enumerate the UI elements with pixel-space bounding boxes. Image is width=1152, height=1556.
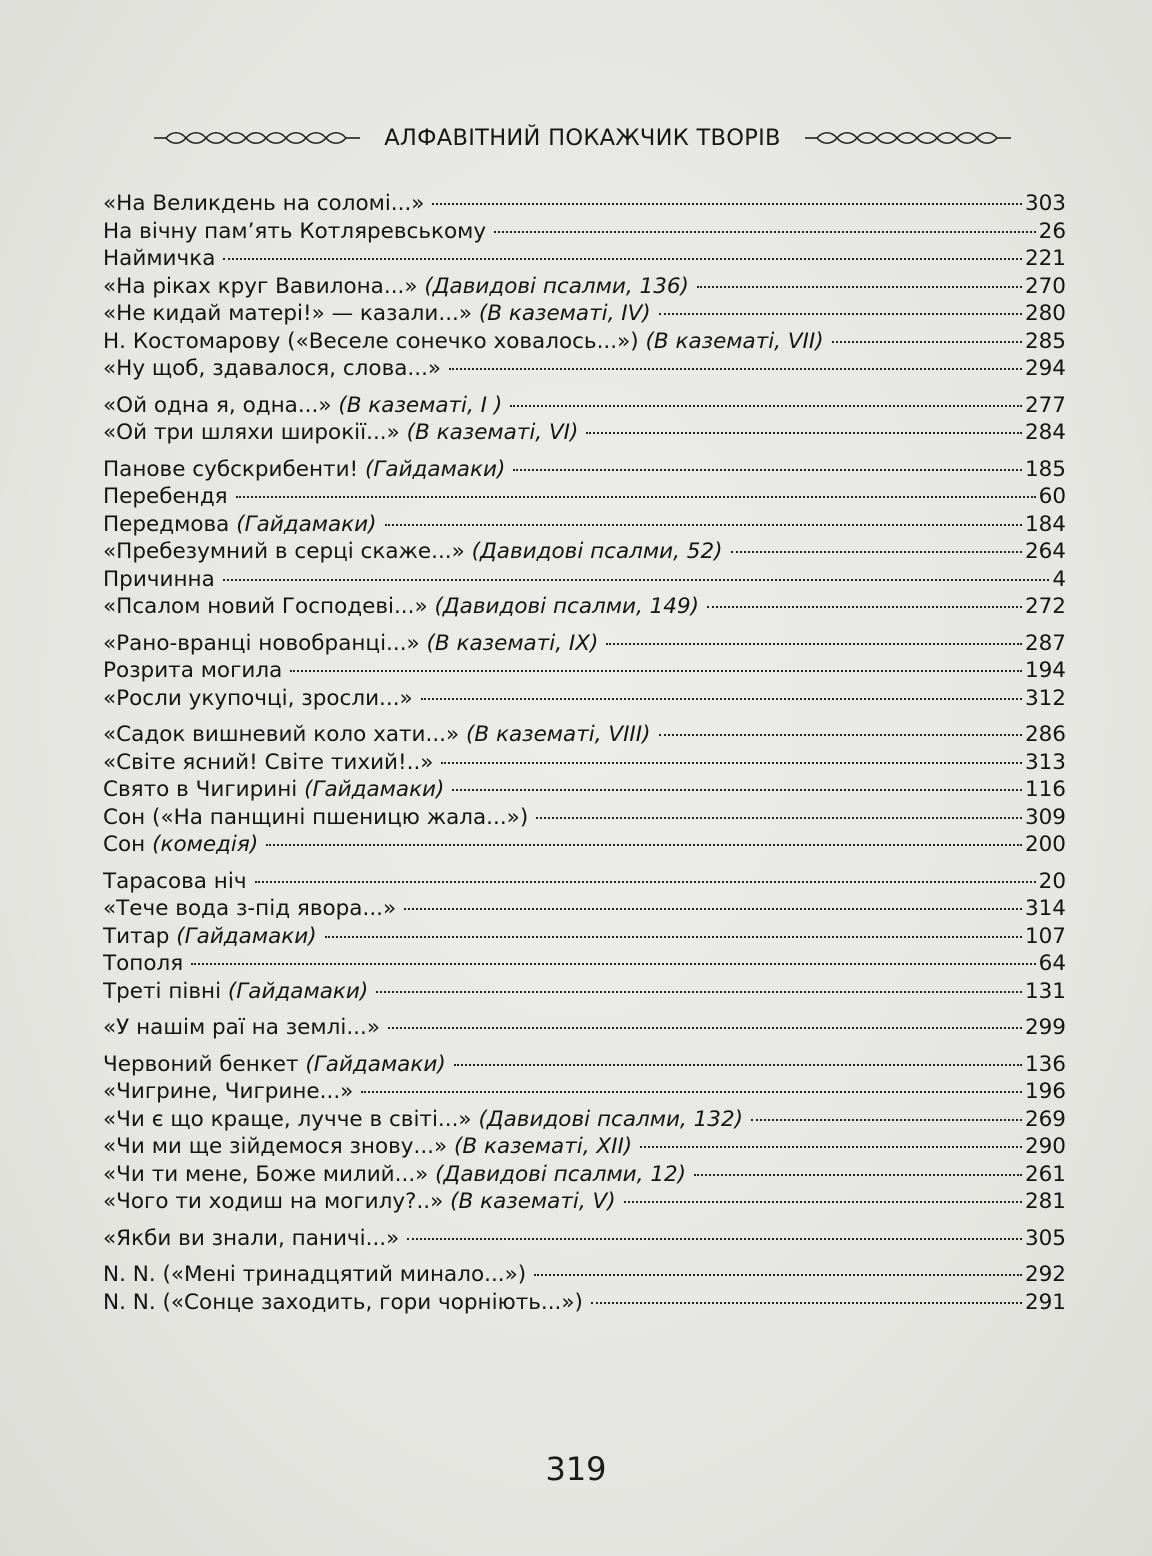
entry-title <box>103 831 258 859</box>
entry-page-number: 280 <box>1024 301 1066 326</box>
index-entry <box>103 190 1066 218</box>
index-entry <box>103 1188 1066 1216</box>
entry-page-number: 107 <box>1024 923 1066 949</box>
dot-leader <box>832 341 1022 343</box>
index-entry <box>103 328 1066 356</box>
entry-title <box>103 685 413 713</box>
index-entry <box>103 776 1066 804</box>
entry-title-text: «На ріках круг Вавилона...» <box>103 273 418 299</box>
entry-note: (Гайдамаки) <box>227 978 369 1004</box>
entry-note: (Давидові псалми, 149) <box>434 594 700 619</box>
entry-title <box>103 566 215 594</box>
entry-note: (В казематі, V) <box>450 1189 616 1214</box>
entry-page-number: 185 <box>1024 456 1066 482</box>
entry-note: (Гайдамаки) <box>305 1051 446 1077</box>
entry-note: (Давидові псалми, 12) <box>435 1161 687 1187</box>
entry-title <box>103 1289 583 1317</box>
entry-title <box>103 456 505 484</box>
entry-title-text: Н. Костомарову («Веселе сонечко ховалось...») <box>103 328 639 354</box>
entry-note: (В казематі, VII) <box>645 328 824 354</box>
index-entry <box>103 483 1066 511</box>
index-group <box>103 1261 1066 1316</box>
dot-leader <box>255 881 1036 883</box>
dot-leader <box>407 1238 1022 1240</box>
entry-note: (В казематі, І ) <box>338 392 503 418</box>
index-entry <box>103 749 1066 777</box>
index-entry <box>103 1289 1066 1317</box>
entry-title <box>103 328 824 356</box>
entry-page-number: 291 <box>1024 1289 1066 1315</box>
entry-page-number: 285 <box>1024 328 1066 354</box>
index-entry <box>103 218 1066 246</box>
index-entry <box>103 1014 1066 1042</box>
entry-page-number: 196 <box>1024 1079 1066 1104</box>
dot-leader <box>361 1091 1022 1093</box>
index-group <box>103 1051 1066 1216</box>
entry-title <box>103 300 651 328</box>
entry-title <box>103 245 215 273</box>
entry-title <box>103 804 528 832</box>
dot-leader <box>534 1274 1022 1276</box>
index-entry <box>103 685 1066 713</box>
entry-note: (Давидові псалми, 132) <box>478 1106 744 1132</box>
index-entry <box>103 804 1066 832</box>
entry-note: (В казематі, IX) <box>426 630 599 656</box>
index-entry <box>103 923 1066 951</box>
dot-leader <box>404 908 1022 910</box>
index-entry <box>103 355 1066 383</box>
dot-leader <box>191 963 1035 965</box>
entry-title-text: Сон <box>103 832 146 857</box>
left-ornament-icon <box>152 129 362 147</box>
entry-title-text: Свято в Чигирині <box>103 777 298 802</box>
entry-title-text: Тарасова ніч <box>103 868 247 894</box>
entry-page-number: 292 <box>1024 1262 1066 1287</box>
entry-title-text: «Ой одна я, одна...» <box>103 392 332 418</box>
entry-title-text: «Якби ви знали, паничі...» <box>103 1225 400 1251</box>
entry-page-number: 131 <box>1024 978 1066 1004</box>
index-group <box>103 190 1066 383</box>
entry-title <box>103 1051 446 1079</box>
dot-leader <box>494 231 1036 233</box>
index-entry <box>103 1051 1066 1079</box>
entry-note: (Гайдамаки) <box>365 456 506 482</box>
dot-leader <box>606 643 1022 645</box>
dot-leader <box>707 606 1022 608</box>
entry-title <box>103 776 444 804</box>
entry-page-number: 303 <box>1024 191 1066 216</box>
entry-page-number: 64 <box>1038 951 1066 976</box>
entry-title <box>103 1106 743 1134</box>
entry-title-text: «Садок вишневий коло хати...» <box>103 722 460 747</box>
entry-title-text: Сон («На панщині пшеницю жала...») <box>103 804 529 830</box>
page-number: 319 <box>545 1450 607 1488</box>
entry-title <box>103 218 486 246</box>
entry-note: (В казематі, VIII) <box>466 722 651 747</box>
entry-title-text: «Чи ти мене, Боже милий...» <box>103 1161 429 1187</box>
index-group <box>103 1225 1066 1253</box>
entry-note: (Гайдамаки) <box>236 511 377 537</box>
entry-page-number: 287 <box>1024 630 1066 656</box>
entry-note: (комедія) <box>152 832 259 857</box>
entry-title-text: На вічну пам’ять Котляревському <box>103 218 487 244</box>
dot-leader <box>376 991 1022 993</box>
dot-leader <box>432 203 1022 205</box>
entry-title-text: Передмова <box>103 511 230 537</box>
entry-title <box>103 1188 616 1216</box>
entry-title-text: «На Великдень на соломі...» <box>103 191 425 216</box>
index-group <box>103 1014 1066 1042</box>
entry-page-number: 136 <box>1024 1051 1066 1077</box>
entry-page-number: 277 <box>1024 392 1066 418</box>
entry-note: (В казематі, XII) <box>454 1134 633 1159</box>
entry-page-number: 60 <box>1038 484 1066 509</box>
entry-page-number: 299 <box>1024 1015 1066 1040</box>
entry-page-number: 272 <box>1024 594 1066 619</box>
entry-title-text: Причинна <box>103 566 215 592</box>
entry-title-text: «Чи є що краще, лучче в світі...» <box>103 1106 472 1132</box>
index-entry <box>103 895 1066 923</box>
index-entry <box>103 1133 1066 1161</box>
entry-page-number: 26 <box>1038 218 1066 244</box>
entry-title <box>103 273 689 301</box>
index-entry <box>103 657 1066 685</box>
entry-title-text: Перебендя <box>103 484 228 509</box>
entry-note: (В казематі, VI) <box>406 420 579 445</box>
page-header <box>100 118 1065 158</box>
entry-title-text: N. N. («Сонце заходить, гори чорніють...») <box>103 1289 583 1315</box>
dot-leader <box>421 698 1022 700</box>
entry-title-text: «Ну щоб, здавалося, слова...» <box>103 356 442 381</box>
index-entry <box>103 566 1066 594</box>
dot-leader <box>640 1146 1022 1148</box>
entry-title-text: Наймичка <box>103 246 216 271</box>
index-entry <box>103 1078 1066 1106</box>
entry-title <box>103 1133 632 1161</box>
dot-leader <box>591 1302 1022 1304</box>
entry-title <box>103 511 377 539</box>
works-index <box>103 190 1066 1325</box>
dot-leader <box>325 936 1022 938</box>
dot-leader <box>694 1174 1022 1176</box>
index-entry <box>103 419 1066 447</box>
index-entry <box>103 868 1066 896</box>
entry-page-number: 200 <box>1024 832 1066 857</box>
entry-page-number: 281 <box>1024 1189 1066 1214</box>
index-entry <box>103 978 1066 1006</box>
entry-title-text: «Чи ми ще зійдемося знову...» <box>103 1134 448 1159</box>
index-group <box>103 456 1066 621</box>
entry-title <box>103 538 723 566</box>
dot-leader <box>624 1201 1022 1203</box>
right-ornament-icon <box>803 129 1013 147</box>
entry-title <box>103 1161 686 1189</box>
entry-title <box>103 868 247 896</box>
entry-title-text: «Тече вода з-під явора...» <box>103 896 397 921</box>
entry-title <box>103 190 424 218</box>
index-group <box>103 630 1066 713</box>
entry-title <box>103 657 282 685</box>
entry-title <box>103 419 578 447</box>
entry-title-text: Треті півні <box>103 978 222 1004</box>
entry-title-text: Розрита могила <box>103 658 283 683</box>
entry-page-number: 269 <box>1024 1106 1066 1132</box>
index-entry <box>103 721 1066 749</box>
entry-title <box>103 1078 353 1106</box>
entry-title-text: «Росли укупочці, зросли...» <box>103 685 413 711</box>
entry-page-number: 261 <box>1024 1161 1066 1187</box>
dot-leader <box>388 1027 1022 1029</box>
entry-title <box>103 1261 526 1289</box>
entry-page-number: 116 <box>1024 777 1066 802</box>
entry-title-text: Тополя <box>103 951 184 976</box>
entry-page-number: 314 <box>1024 896 1066 921</box>
index-group <box>103 392 1066 447</box>
entry-title <box>103 593 699 621</box>
entry-page-number: 184 <box>1024 511 1066 537</box>
dot-leader <box>586 432 1022 434</box>
index-entry <box>103 392 1066 420</box>
index-entry <box>103 456 1066 484</box>
entry-title-text: «Світе ясний! Світе тихий!..» <box>103 749 434 775</box>
dot-leader <box>223 258 1022 260</box>
index-entry <box>103 593 1066 621</box>
index-entry <box>103 245 1066 273</box>
index-entry <box>103 273 1066 301</box>
entry-title <box>103 923 317 951</box>
entry-title <box>103 1014 380 1042</box>
index-entry <box>103 1225 1066 1253</box>
dot-leader <box>659 734 1022 736</box>
entry-title <box>103 1225 399 1253</box>
entry-page-number: 221 <box>1024 246 1066 271</box>
entry-page-number: 312 <box>1024 685 1066 711</box>
entry-page-number: 313 <box>1024 749 1066 775</box>
entry-page-number: 305 <box>1024 1225 1066 1251</box>
entry-title <box>103 355 441 383</box>
entry-note: (Давидові псалми, 52) <box>471 539 723 564</box>
dot-leader <box>536 817 1022 819</box>
index-entry <box>103 1106 1066 1134</box>
dot-leader <box>659 313 1022 315</box>
page-title: АЛФАВІТНИЙ ПОКАЖЧИК ТВОРІВ <box>384 125 781 151</box>
entry-title-text: Панове субскрибенти! <box>103 456 359 482</box>
entry-title <box>103 950 183 978</box>
entry-title-text: «Ой три шляхи широкії...» <box>103 420 400 445</box>
entry-title-text: Титар <box>103 923 170 949</box>
entry-title-text: «У нашім раї на землі...» <box>103 1015 380 1040</box>
dot-leader <box>441 762 1021 764</box>
entry-page-number: 290 <box>1024 1134 1066 1159</box>
dot-leader <box>236 496 1036 498</box>
dot-leader <box>223 579 1050 581</box>
entry-note: (Давидові псалми, 136) <box>424 273 689 299</box>
index-entry <box>103 1161 1066 1189</box>
entry-title-text: «Псалом новий Господеві...» <box>103 594 428 619</box>
entry-title-text: «Рано-вранці новобранці...» <box>103 630 420 656</box>
entry-title-text: «Чигрине, Чигрине...» <box>103 1079 354 1104</box>
entry-page-number: 284 <box>1024 420 1066 445</box>
entry-page-number: 294 <box>1024 356 1066 381</box>
entry-title-text: «Пребезумний в серці скаже...» <box>103 539 465 564</box>
index-group <box>103 721 1066 859</box>
entry-title <box>103 721 651 749</box>
entry-note: (Гайдамаки) <box>304 777 445 802</box>
entry-title <box>103 392 502 420</box>
index-entry <box>103 511 1066 539</box>
index-entry <box>103 1261 1066 1289</box>
index-entry <box>103 630 1066 658</box>
entry-title <box>103 749 433 777</box>
entry-title <box>103 895 396 923</box>
entry-note: (Гайдамаки) <box>176 923 317 949</box>
entry-page-number: 4 <box>1052 566 1066 592</box>
dot-leader <box>266 844 1022 846</box>
dot-leader <box>751 1119 1022 1121</box>
dot-leader <box>697 286 1022 288</box>
dot-leader <box>449 368 1022 370</box>
index-entry <box>103 831 1066 859</box>
dot-leader <box>290 670 1022 672</box>
entry-page-number: 270 <box>1024 273 1066 299</box>
entry-page-number: 20 <box>1038 868 1066 894</box>
entry-title-text: Червоний бенкет <box>103 1051 299 1077</box>
entry-page-number: 309 <box>1024 804 1066 830</box>
entry-title <box>103 630 598 658</box>
dot-leader <box>454 1064 1022 1066</box>
entry-title <box>103 483 228 511</box>
entry-title <box>103 978 368 1006</box>
index-entry <box>103 538 1066 566</box>
dot-leader <box>731 551 1022 553</box>
entry-page-number: 194 <box>1024 658 1066 683</box>
index-entry <box>103 950 1066 978</box>
entry-title-text: «Чого ти ходиш на могилу?..» <box>103 1189 444 1214</box>
entry-title-text: «Не кидай матері!» — казали...» <box>103 301 473 326</box>
index-group <box>103 868 1066 1006</box>
entry-page-number: 286 <box>1024 722 1066 747</box>
dot-leader <box>452 789 1022 791</box>
entry-page-number: 264 <box>1024 539 1066 564</box>
dot-leader <box>513 469 1022 471</box>
dot-leader <box>510 405 1022 407</box>
index-entry <box>103 300 1066 328</box>
dot-leader <box>385 524 1022 526</box>
entry-note: (В казематі, IV) <box>478 301 651 326</box>
entry-title-text: N. N. («Мені тринадцятий минало...») <box>103 1262 527 1287</box>
